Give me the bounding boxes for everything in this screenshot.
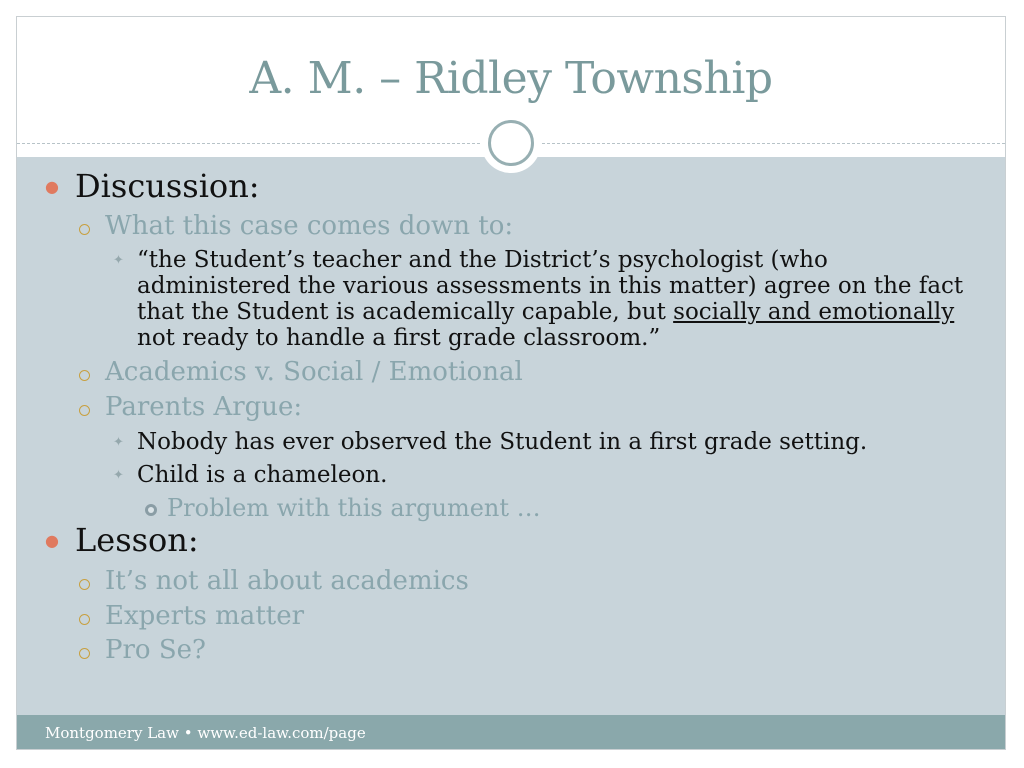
- slide-frame: [16, 16, 1006, 750]
- quote-underlined: socially and emotionally: [673, 299, 955, 325]
- bullet-dot-icon: ●: [45, 531, 59, 550]
- quote-line: administered the various assessments in this matter) agree on the fact: [137, 273, 964, 299]
- item-pro-se: Pro Se?: [105, 635, 206, 665]
- bullet-ring-icon: [79, 224, 90, 235]
- bullet-ring-icon: [79, 370, 90, 381]
- bullet-star-icon: ✦: [113, 435, 124, 450]
- heading-lesson: Lesson:: [75, 521, 199, 559]
- item-not-all-academics: It’s not all about academics: [105, 566, 469, 596]
- item-problem: Problem with this argument …: [167, 494, 541, 522]
- bullet-dot-icon: ●: [45, 177, 59, 196]
- bullet-ring-icon: [79, 579, 90, 590]
- bullet-ring-icon: [79, 405, 90, 416]
- item-experts-matter: Experts matter: [105, 601, 305, 631]
- bullet-star-icon: ✦: [113, 468, 124, 483]
- item-case-comes-down: What this case comes down to:: [105, 211, 514, 241]
- footer-bar: [17, 715, 1005, 749]
- bullet-circle-icon: [145, 504, 157, 516]
- ring-ornament-icon: [481, 113, 541, 173]
- bullet-ring-icon: [79, 614, 90, 625]
- item-chameleon: Child is a chameleon.: [137, 462, 388, 488]
- quote-line: not ready to handle a first grade classroom.”: [137, 325, 661, 351]
- item-academics-vs: Academics v. Social / Emotional: [105, 357, 523, 387]
- bullet-star-icon: ✦: [113, 253, 124, 268]
- quote-line: [137, 299, 963, 325]
- item-parents-argue: Parents Argue:: [105, 392, 303, 422]
- heading-discussion: Discussion:: [75, 167, 260, 205]
- quote-line: “the Student’s teacher and the District’s psychologist (who: [137, 247, 828, 273]
- slide-title: A. M. – Ridley Township: [249, 53, 773, 104]
- item-nobody-observed: Nobody has ever observed the Student in a first grade setting.: [137, 429, 868, 455]
- footer-text: Montgomery Law • www.ed-law.com/page: [45, 724, 366, 742]
- quote-text: [137, 247, 963, 351]
- quote-segment: that the Student is academically capable, but: [137, 299, 674, 325]
- bullet-ring-icon: [79, 648, 90, 659]
